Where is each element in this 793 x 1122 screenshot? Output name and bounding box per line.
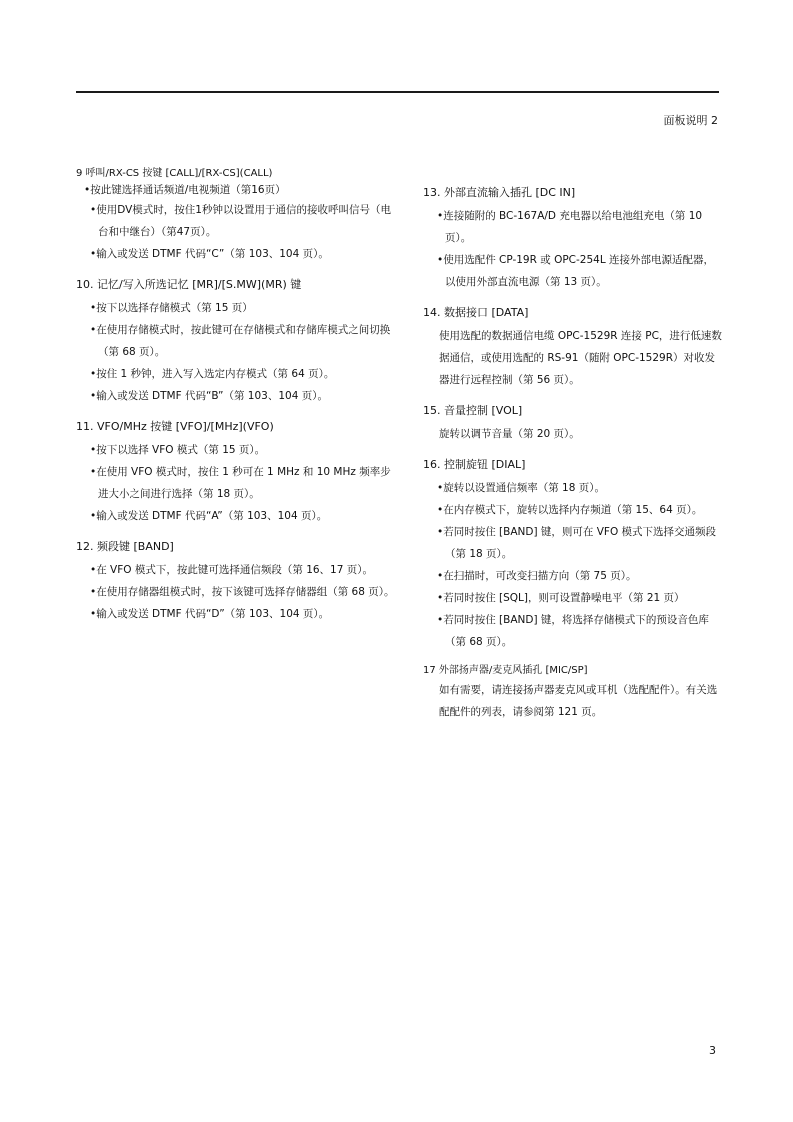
list-item: •连接随附的 BC-167A/D 充电器以给电池组充电（第 10 页）。 (437, 210, 703, 244)
list-item: •按住 1 秒钟，进入写入选定内存模式（第 64 页）。 (90, 368, 335, 380)
section-title: 10. 记忆/写入所选记忆 [MR]/[S.MW](MR) 键 (76, 278, 302, 291)
list-item: •输入或发送 DTMF 代码“B”（第 103、104 页）。 (90, 390, 328, 402)
page-number: 3 (709, 1044, 716, 1057)
section-band-key (76, 537, 396, 625)
list-item: •使用选配件 CP-19R 或 OPC-254L 连接外部电源适配器，以使用外部直流电源（第 13 页）。 (437, 254, 715, 288)
list-item: •在 VFO 模式下，按此键可选择通信频段（第 16、17 页）。 (90, 564, 374, 576)
section-title: 13. 外部直流输入插孔 [DC IN] (423, 186, 576, 199)
list-item: •若同时按住 [BAND] 键，则可在 VFO 模式下选择交通频段（第 18 页）。 (437, 526, 717, 560)
list-item: •若同时按住 [BAND] 键，将选择存储模式下的预设音色库（第 68 页）。 (437, 614, 709, 648)
section-title: 14. 数据接口 [DATA] (423, 306, 529, 319)
list-item: •按下以选择存储模式（第 15 页） (90, 302, 253, 314)
section-dc-in (423, 183, 723, 293)
list-item: •使用DV模式时，按住1秒钟以设置用于通信的接收呼叫信号（电台和中继台）（第47页）。 (90, 204, 391, 238)
section-mr-key (76, 275, 396, 407)
section-body: 旋转以调节音量（第 20 页）。 (439, 428, 580, 440)
section-dial (423, 455, 723, 653)
section-volume (423, 401, 723, 445)
section-title: 16. 控制旋钮 [DIAL] (423, 458, 526, 471)
right-column (423, 183, 723, 733)
list-item: •按下以选择 VFO 模式（第 15 页）。 (90, 444, 266, 456)
list-item: •在内存模式下，旋转以选择内存频道（第 15、64 页）。 (437, 504, 703, 516)
section-call-key (76, 166, 396, 265)
list-item: •输入或发送 DTMF 代码“D”（第 103、104 页）。 (90, 608, 330, 620)
header-rule (76, 91, 719, 93)
section-title: 15. 音量控制 [VOL] (423, 404, 523, 417)
list-item: •输入或发送 DTMF 代码“C”（第 103、104 页）。 (90, 248, 329, 260)
list-item: •输入或发送 DTMF 代码“A”（第 103、104 页）。 (90, 510, 328, 522)
left-column (76, 166, 396, 635)
section-body: 如有需要，请连接扬声器麦克风或耳机（选配配件）。有关选配配件的列表，请参阅第 121 页。 (439, 684, 718, 718)
section-title: 17 外部扬声器/麦克风插孔 [MIC/SP] (423, 665, 588, 676)
list-item: •按此键选择通话频道/电视频道（第16页） (84, 184, 286, 196)
list-item: •若同时按住 [SQL]，则可设置静噪电平（第 21 页） (437, 592, 685, 604)
list-item: •在使用 VFO 模式时，按住 1 秒可在 1 MHz 和 10 MHz 频率步进大小之间进行选择（第 18 页）。 (90, 466, 391, 500)
page-header: 面板说明 2 (663, 114, 718, 127)
list-item: •在扫描时，可改变扫描方向（第 75 页）。 (437, 570, 637, 582)
section-body: 使用选配的数据通信电缆 OPC-1529R 连接 PC，进行低速数据通信，或使用选配的 RS-91（随附 OPC-1529R）对收发器进行远程控制（第 56 页）。 (439, 330, 722, 386)
section-title: 12. 频段键 [BAND] (76, 540, 174, 553)
section-data-port (423, 303, 723, 391)
section-mic-sp (423, 663, 723, 723)
section-title: 11. VFO/MHz 按键 [VFO]/[MHz](VFO) (76, 420, 274, 433)
section-vfo-key (76, 417, 396, 527)
list-item: •在使用存储模式时，按此键可在存储模式和存储库模式之间切换（第 68 页）。 (90, 324, 391, 358)
list-item: •在使用存储器组模式时，按下该键可选择存储器组（第 68 页）。 (90, 586, 395, 598)
section-title: 9 呼叫/RX-CS 按键 [CALL]/[RX-CS](CALL) (76, 168, 273, 179)
list-item: •旋转以设置通信频率（第 18 页）。 (437, 482, 605, 494)
